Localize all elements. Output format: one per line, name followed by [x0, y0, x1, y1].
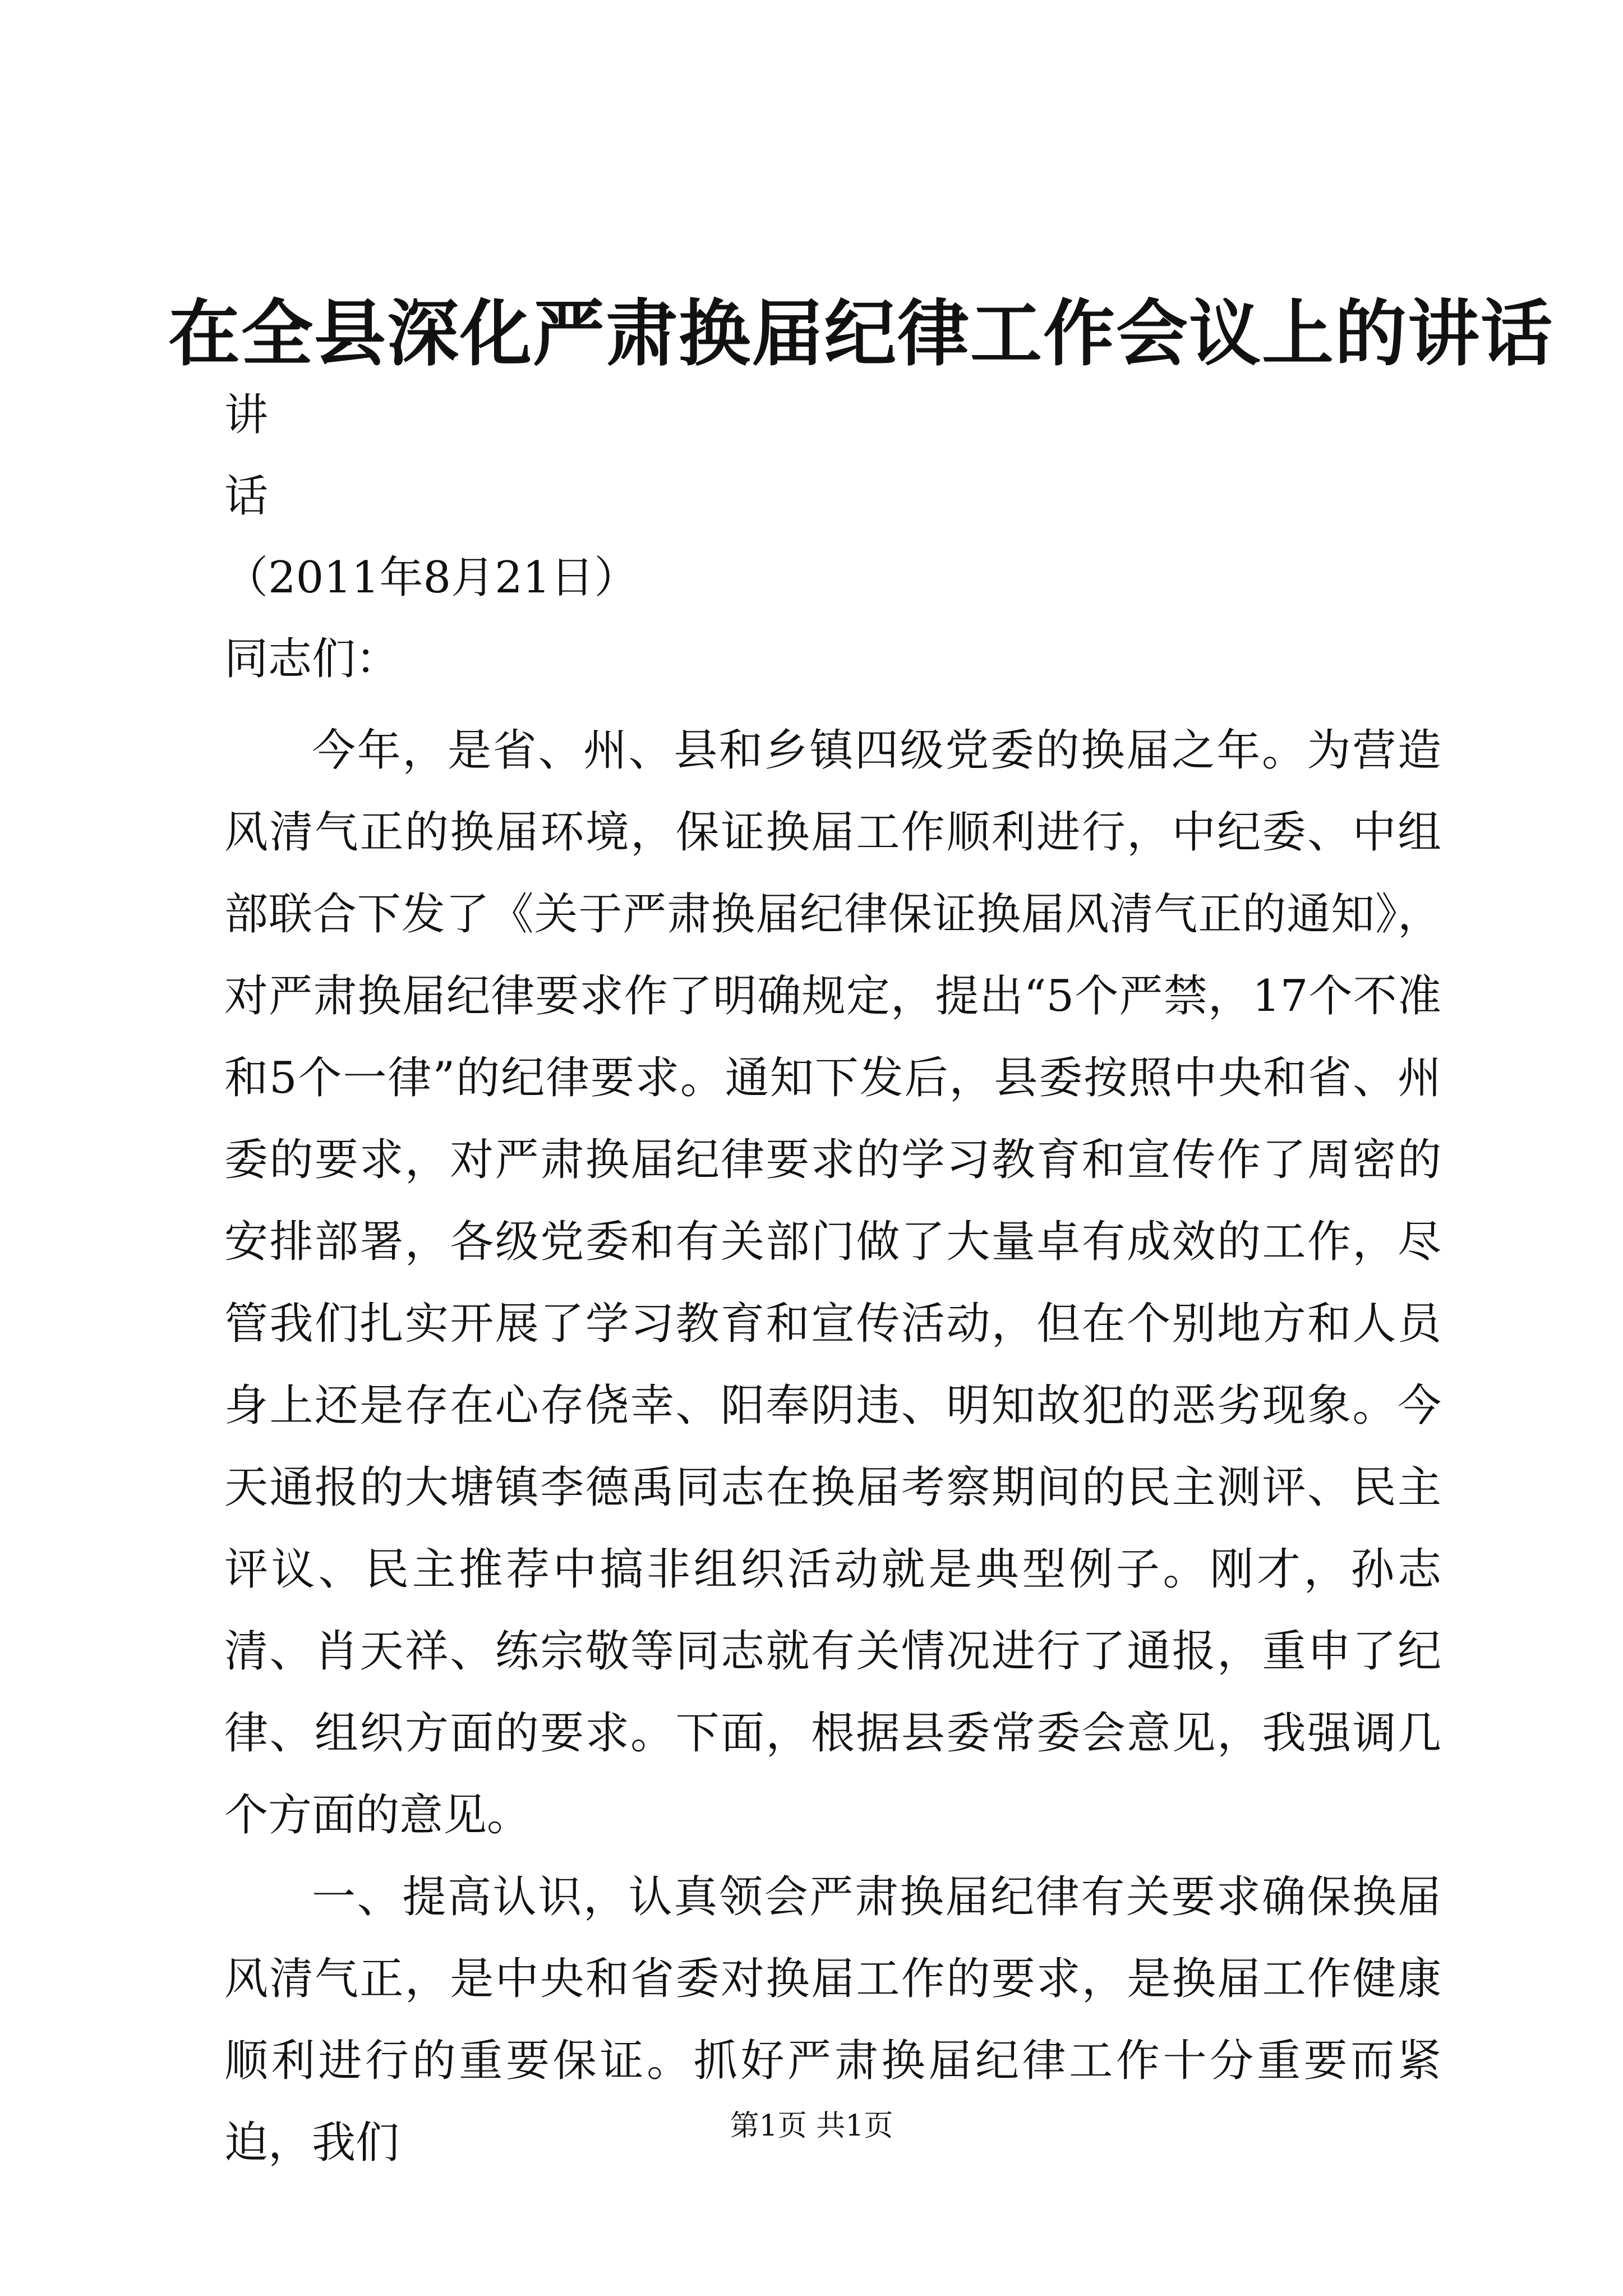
salutation: 同志们： [224, 634, 400, 684]
paragraph-2: 一、提高认识，认真领会严肃换届纪律有关要求确保换届风清气正，是中央和省委对换届工作的要求，是换届工作健康顺利进行的重要保证。抓好严肃换届纪律工作十分重要而紧迫，我们 [224, 1872, 1441, 2168]
speech-date: （2011年8月21日） [224, 553, 638, 603]
document-title: 在全县深化严肃换届纪律工作会议上的讲话 [168, 292, 1554, 376]
page-footer: 第1页 共1页 [730, 2109, 893, 2143]
speech-body [224, 710, 1441, 2184]
paragraph-1: 今年，是省、州、县和乡镇四级党委的换届之年。为营造风清气正的换届环境，保证换届工作顺利进行，中纪委、中组部联合下发了《关于严肃换届纪律保证换届风清气正的通知》，对严肃换届纪律要求作了明确规定，提出“5个严禁，17个不准和5个一律”的纪律要求。通知下发后，县委按照中央和省、州委的要求，对严肃换届纪律要求的学习教育和宣传作了周密的安排部署，各级党委和有关部门做了大量卓有成效的工作，尽管我们扎实开展了学习教育和宣传活动，但在个别地方和人员身上还是存在心存侥幸、阳奉阴违、明知故犯的恶劣现象。今天通报的大塘镇李德禹同志在换届考察期间的民主测评、民主评议、民主推荐中搞非组织活动就是典型例子。刚才，孙志清、肖天祥、练宗敬等同志就有关情况进行了通报，重申了纪律、组织方面的要求。下面，根据县委常委会意见，我强调几个方面的意见。 [224, 725, 1441, 1841]
heading-line-1: 讲 [224, 390, 269, 440]
heading-line-2: 话 [224, 471, 269, 522]
